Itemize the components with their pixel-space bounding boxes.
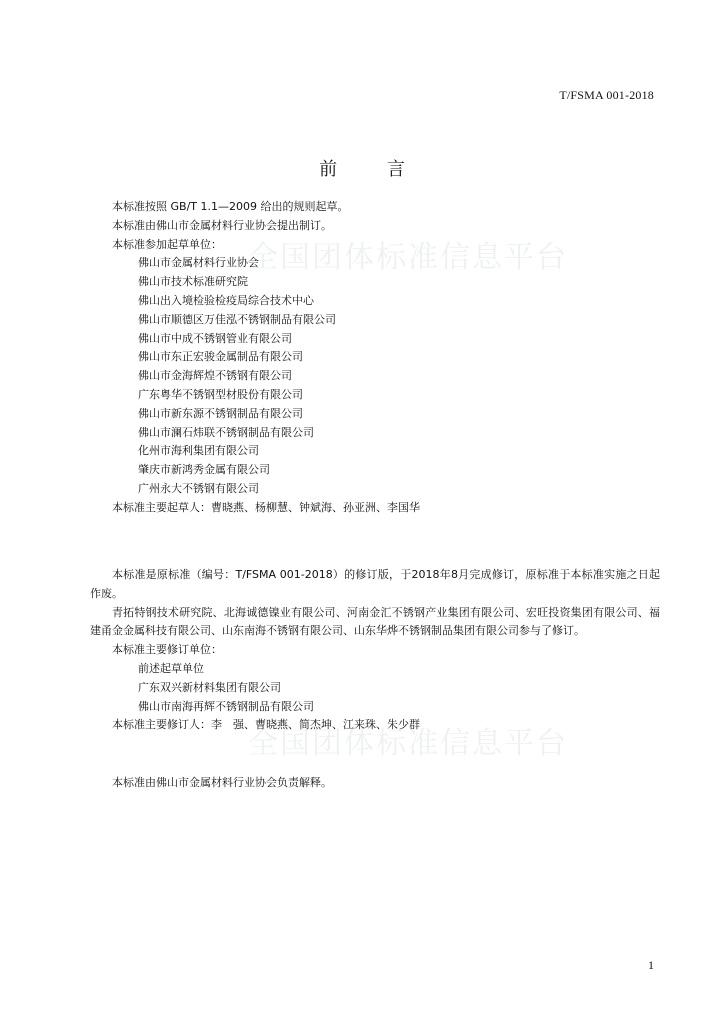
revision-unit: 前述起草单位 (138, 661, 204, 675)
drafting-unit: 佛山市金海辉煌不锈钢有限公司 (138, 369, 292, 383)
drafting-rule-line: 本标准按照 GB/T 1.1—2009 给出的规则起草。 (112, 200, 349, 213)
page-number: 1 (648, 958, 654, 972)
drafting-unit: 佛山市顺德区万佳泓不锈钢制品有限公司 (138, 312, 336, 326)
watermark: 全国团体标准信息平台 (248, 726, 568, 761)
drafters-line: 本标准主要起草人：曹晓燕、杨柳慧、钟斌海、孙亚洲、李国华 (112, 500, 420, 514)
interpretation-section (90, 774, 660, 793)
revision-unit: 佛山市南海再辉不锈钢制品有限公司 (138, 699, 314, 713)
drafting-unit: 佛山市技术标准研究院 (138, 275, 248, 289)
drafting-section (90, 198, 660, 518)
revisers-line: 本标准主要修订人：李 强、曹晓燕、简杰坤、江来珠、朱少群 (112, 718, 420, 732)
proposer-line: 本标准由佛山市金属材料行业协会提出制订。 (112, 218, 332, 232)
drafting-unit: 佛山市中成不锈钢管业有限公司 (138, 331, 292, 345)
drafting-units-label: 本标准参加起草单位： (112, 237, 222, 251)
drafting-unit: 佛山市新东源不锈钢制品有限公司 (138, 406, 303, 420)
drafting-unit: 肇庆市新鸿秀金属有限公司 (138, 463, 270, 477)
drafting-unit: 广州永大不锈钢有限公司 (138, 481, 259, 495)
drafting-unit: 化州市海利集团有限公司 (138, 444, 259, 458)
drafting-unit: 佛山市东正宏骏金属制品有限公司 (138, 350, 303, 364)
revision-unit: 广东双兴新材料集团有限公司 (138, 680, 281, 694)
revision-paragraph: 本标准是原标准（编号：T/FSMA 001-2018）的修订版，于2018年8月完成修订，原标准于本标准实施之日起作废。 (90, 568, 660, 600)
document-code: T/FSMA 001-2018 (559, 88, 654, 102)
page-title (0, 155, 724, 181)
drafting-unit: 广东粤华不锈钢型材股份有限公司 (138, 387, 303, 401)
title-char: 前 (319, 159, 338, 180)
revision-section (90, 566, 660, 735)
drafting-unit: 佛山市金属材料行业协会 (138, 256, 259, 270)
watermark: 全国团体标准信息平台 (248, 240, 568, 275)
interpretation-line: 本标准由佛山市金属材料行业协会负责解释。 (112, 776, 332, 789)
drafting-unit: 佛山市澜石炜联不锈钢制品有限公司 (138, 425, 314, 439)
drafting-unit: 佛山出入境检验检疫局综合技术中心 (138, 293, 314, 307)
title-char: 言 (386, 159, 405, 180)
participants-paragraph: 青拓特钢技术研究院、北海诚德镍业有限公司、河南金汇不锈钢产业集团有限公司、宏旺投资集团有限公司、福建甬金金属科技有限公司、山东南海不锈钢有限公司、山东华烨不锈钢制品集团有限公司参与了修订。 (90, 605, 660, 638)
revision-units-label: 本标准主要修订单位： (112, 643, 222, 657)
